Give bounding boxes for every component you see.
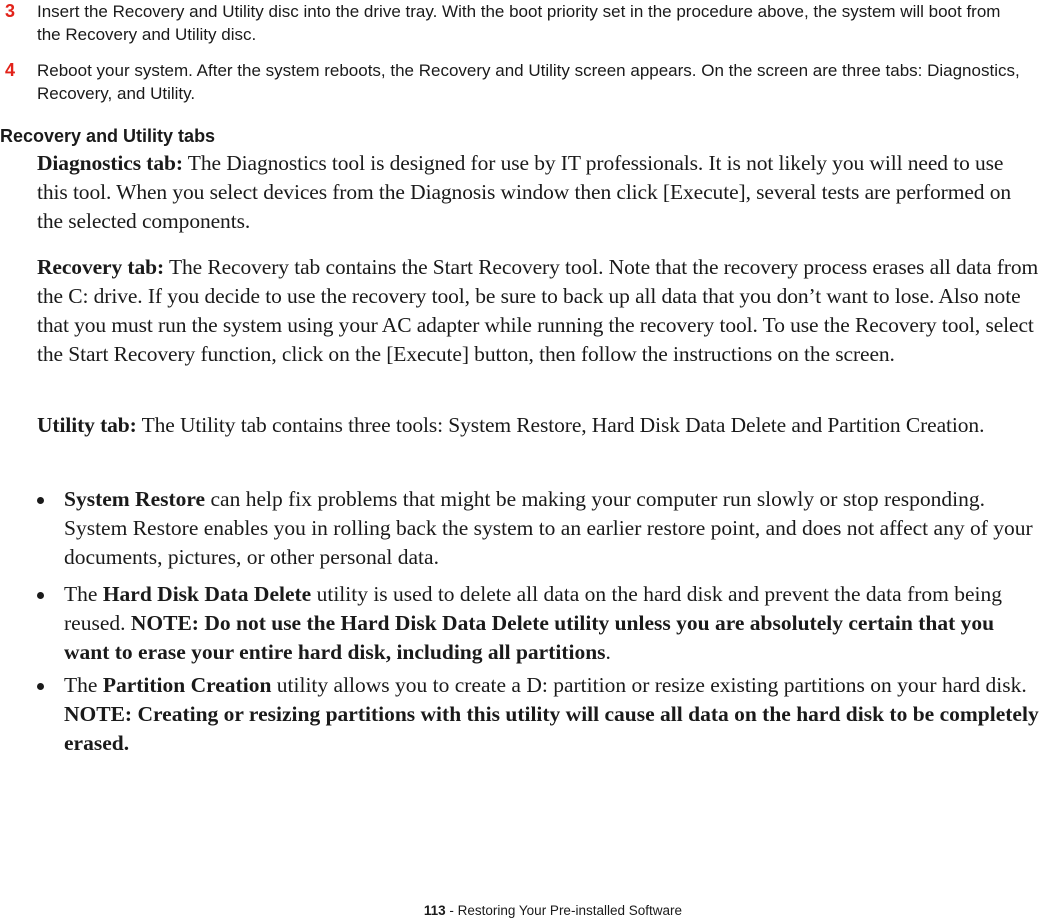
bullet-text xyxy=(64,580,1039,667)
footer-title: Restoring Your Pre-installed Software xyxy=(457,903,682,918)
footer-separator: - xyxy=(445,903,458,918)
recovery-tab-label: Recovery tab: xyxy=(37,255,165,279)
utility-tab-label: Utility tab: xyxy=(37,413,137,437)
page-number: 113 xyxy=(423,903,446,918)
bullet-text xyxy=(64,485,1039,572)
bullet-term: Partition Creation xyxy=(102,673,272,697)
section-heading: Recovery and Utility tabs xyxy=(0,126,216,146)
bullet-description: utility allows you to create a D: partition or resize existing partitions on your hard disk. xyxy=(271,673,1027,697)
bullet-dot-icon xyxy=(37,497,44,504)
bullet-description: can help fix problems that might be making your computer run slowly or stop responding. System Restore enables you in rolling back the system to an earlier restore point, and does not affect any of your documents, pictures, or other personal data. xyxy=(64,487,1033,569)
diagnostics-tab-label: Diagnostics tab: xyxy=(37,151,183,175)
bullet-dot-icon xyxy=(37,683,44,690)
recovery-tab-paragraph xyxy=(37,253,1039,369)
recovery-tab-text: The Recovery tab contains the Start Recovery tool. Note that the recovery process erases all data from the C: drive. If you decide to use the recovery tool, be sure to back up all data that you don’t want to lose. Also note that you must run the system using your AC adapter while running the recovery tool. To use the Recovery tool, select the Start Recovery function, click on the [Execute] button, then follow the instructions on the screen. xyxy=(37,255,1039,366)
bullet-dot-icon xyxy=(37,592,44,599)
bullet-note: NOTE: Creating or resizing partitions with this utility will cause all data on the hard disk to be completely erased. xyxy=(64,702,1039,755)
bullet-suffix: . xyxy=(605,640,611,664)
bullet-description: utility is used to delete all data on the hard disk and prevent the data from being reused. xyxy=(64,582,1003,635)
step-number: 4 xyxy=(5,60,16,80)
utility-tab-paragraph xyxy=(37,411,1039,440)
diagnostics-tab-text: The Diagnostics tool is designed for use by IT professionals. It is not likely you will need to use this tool. When you select devices from the Diagnosis window then click [Execute], several tests are performed on the selected components. xyxy=(37,151,1012,233)
utility-tab-text: The Utility tab contains three tools: System Restore, Hard Disk Data Delete and Partition Creation. xyxy=(136,413,985,437)
bullet-prefix: The xyxy=(64,673,103,697)
bullet-text xyxy=(64,671,1039,758)
step-number: 3 xyxy=(5,1,16,21)
bullet-term: System Restore xyxy=(64,487,206,511)
step-text: Insert the Recovery and Utility disc into the drive tray. With the boot priority set in the procedure above, the system will boot from the Recovery and Utility disc. xyxy=(37,2,1001,44)
bullet-term: Hard Disk Data Delete xyxy=(102,582,312,606)
page-footer xyxy=(0,903,682,919)
diagnostics-tab-paragraph xyxy=(37,149,1039,236)
bullet-note: NOTE: Do not use the Hard Disk Data Delete utility unless you are absolutely certain that you want to erase your entire hard disk, including all partitions xyxy=(64,611,995,664)
step-text: Reboot your system. After the system reboots, the Recovery and Utility screen appears. On the screen are three tabs: Diagnostics, Recovery, and Utility. xyxy=(37,61,1020,103)
bullet-prefix: The xyxy=(64,582,103,606)
